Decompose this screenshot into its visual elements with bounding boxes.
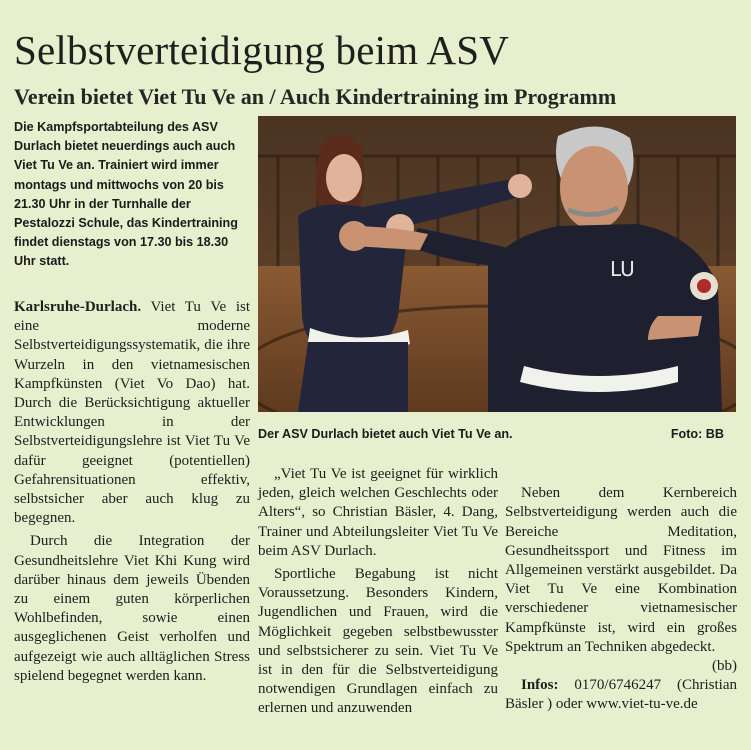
infos-label: Infos: bbox=[521, 677, 559, 694]
infos-text: 0170/6746247 (Christian Bäsler ) oder www.viet-tu-ve.de bbox=[505, 677, 737, 713]
lead-paragraph: Die Kampfsportabteilung des ASV Durlach bietet neuerdings auch auch Viet Tu Ve an. Trainiert wird immer montags und mittwochs von 20 bis 21.30 Uhr in der Turnhalle der Pestalozzi Schule, das Kindertraining findet dienstags von 17.30 bis 18.30 Uhr statt. bbox=[14, 120, 238, 269]
paragraph-2: Durch die Integration der Gesundheitslehre Viet Khi Kung wird darüber hinaus dem jeweils Übenden zu einem guten körperlichen Wohlbefinden, sowie einen ausgeglichenen Geist verholfen und aufgezeigt wie auch alltäglichen Stress spielend begegnet werden kann. bbox=[14, 533, 250, 684]
martial-arts-photo-illustration bbox=[258, 116, 736, 412]
paragraph-1-text: Viet Tu Ve ist eine moderne Selbstverteidigungssystematik, die ihre Wurzeln in den vietnamesischen Kampfkünsten (Viet Vo Dao) hat. Durch die Berücksichtigung aktueller Entwicklungen in der Selbstverteidigungslehre ist Viet Tu Ve dafür geeignet (potentiellen) Gefahrensituationen effektiv, selbstsicher aber auch klug zu begegnen. bbox=[14, 299, 250, 527]
dateline: Karlsruhe-Durlach. bbox=[14, 299, 142, 315]
photo-caption-row bbox=[258, 426, 736, 442]
paragraph-3: „Viet Tu Ve ist geeignet für wirklich jeden, gleich welchen Geschlechts oder Alters“, so Christian Bäsler, 4. Dang, Trainer und Abteilungsleiter Viet Tu Ve beim ASV Durlach. bbox=[258, 466, 498, 559]
column-3 bbox=[505, 465, 737, 715]
column-2 bbox=[258, 465, 498, 719]
headline: Selbstverteidigung beim ASV bbox=[14, 27, 510, 73]
paragraph-1 bbox=[14, 298, 250, 528]
photo-caption: Der ASV Durlach bietet auch Viet Tu Ve an. bbox=[258, 427, 513, 441]
author-initials: (bb) bbox=[712, 658, 737, 675]
paragraph-5: Neben dem Kernbereich Selbstverteidigung werden auch die Bereiche Meditation, Gesundheitssport und Fitness im Allgemeinen verstärkt ausgebildet. Da Viet Tu Ve eine Kombination verschiedener vietnamesischer Kampfkünste ist, wird ein großes Spektrum an Techniken abgedeckt. bbox=[505, 485, 737, 655]
infos-paragraph bbox=[505, 676, 737, 714]
photo-credit: Foto: BB bbox=[670, 427, 724, 441]
gi-patch-text: LU bbox=[610, 257, 635, 281]
subheadline: Verein bietet Viet Tu Ve an / Auch Kindertraining im Programm bbox=[14, 84, 617, 109]
article-photo bbox=[258, 116, 736, 412]
column-1 bbox=[14, 298, 250, 686]
paragraph-4: Sportliche Begabung ist nicht Voraussetzung. Besonders Kindern, Jugendlichen und Frauen, wird die Möglichkeit gegeben selbstbewusster und selbstsicherer zu sein. Viet Tu Ve ist in den für die Selbstverteidigung notwendigen Grundlagen einfach zu erlernen und anzuwenden bbox=[258, 566, 498, 717]
